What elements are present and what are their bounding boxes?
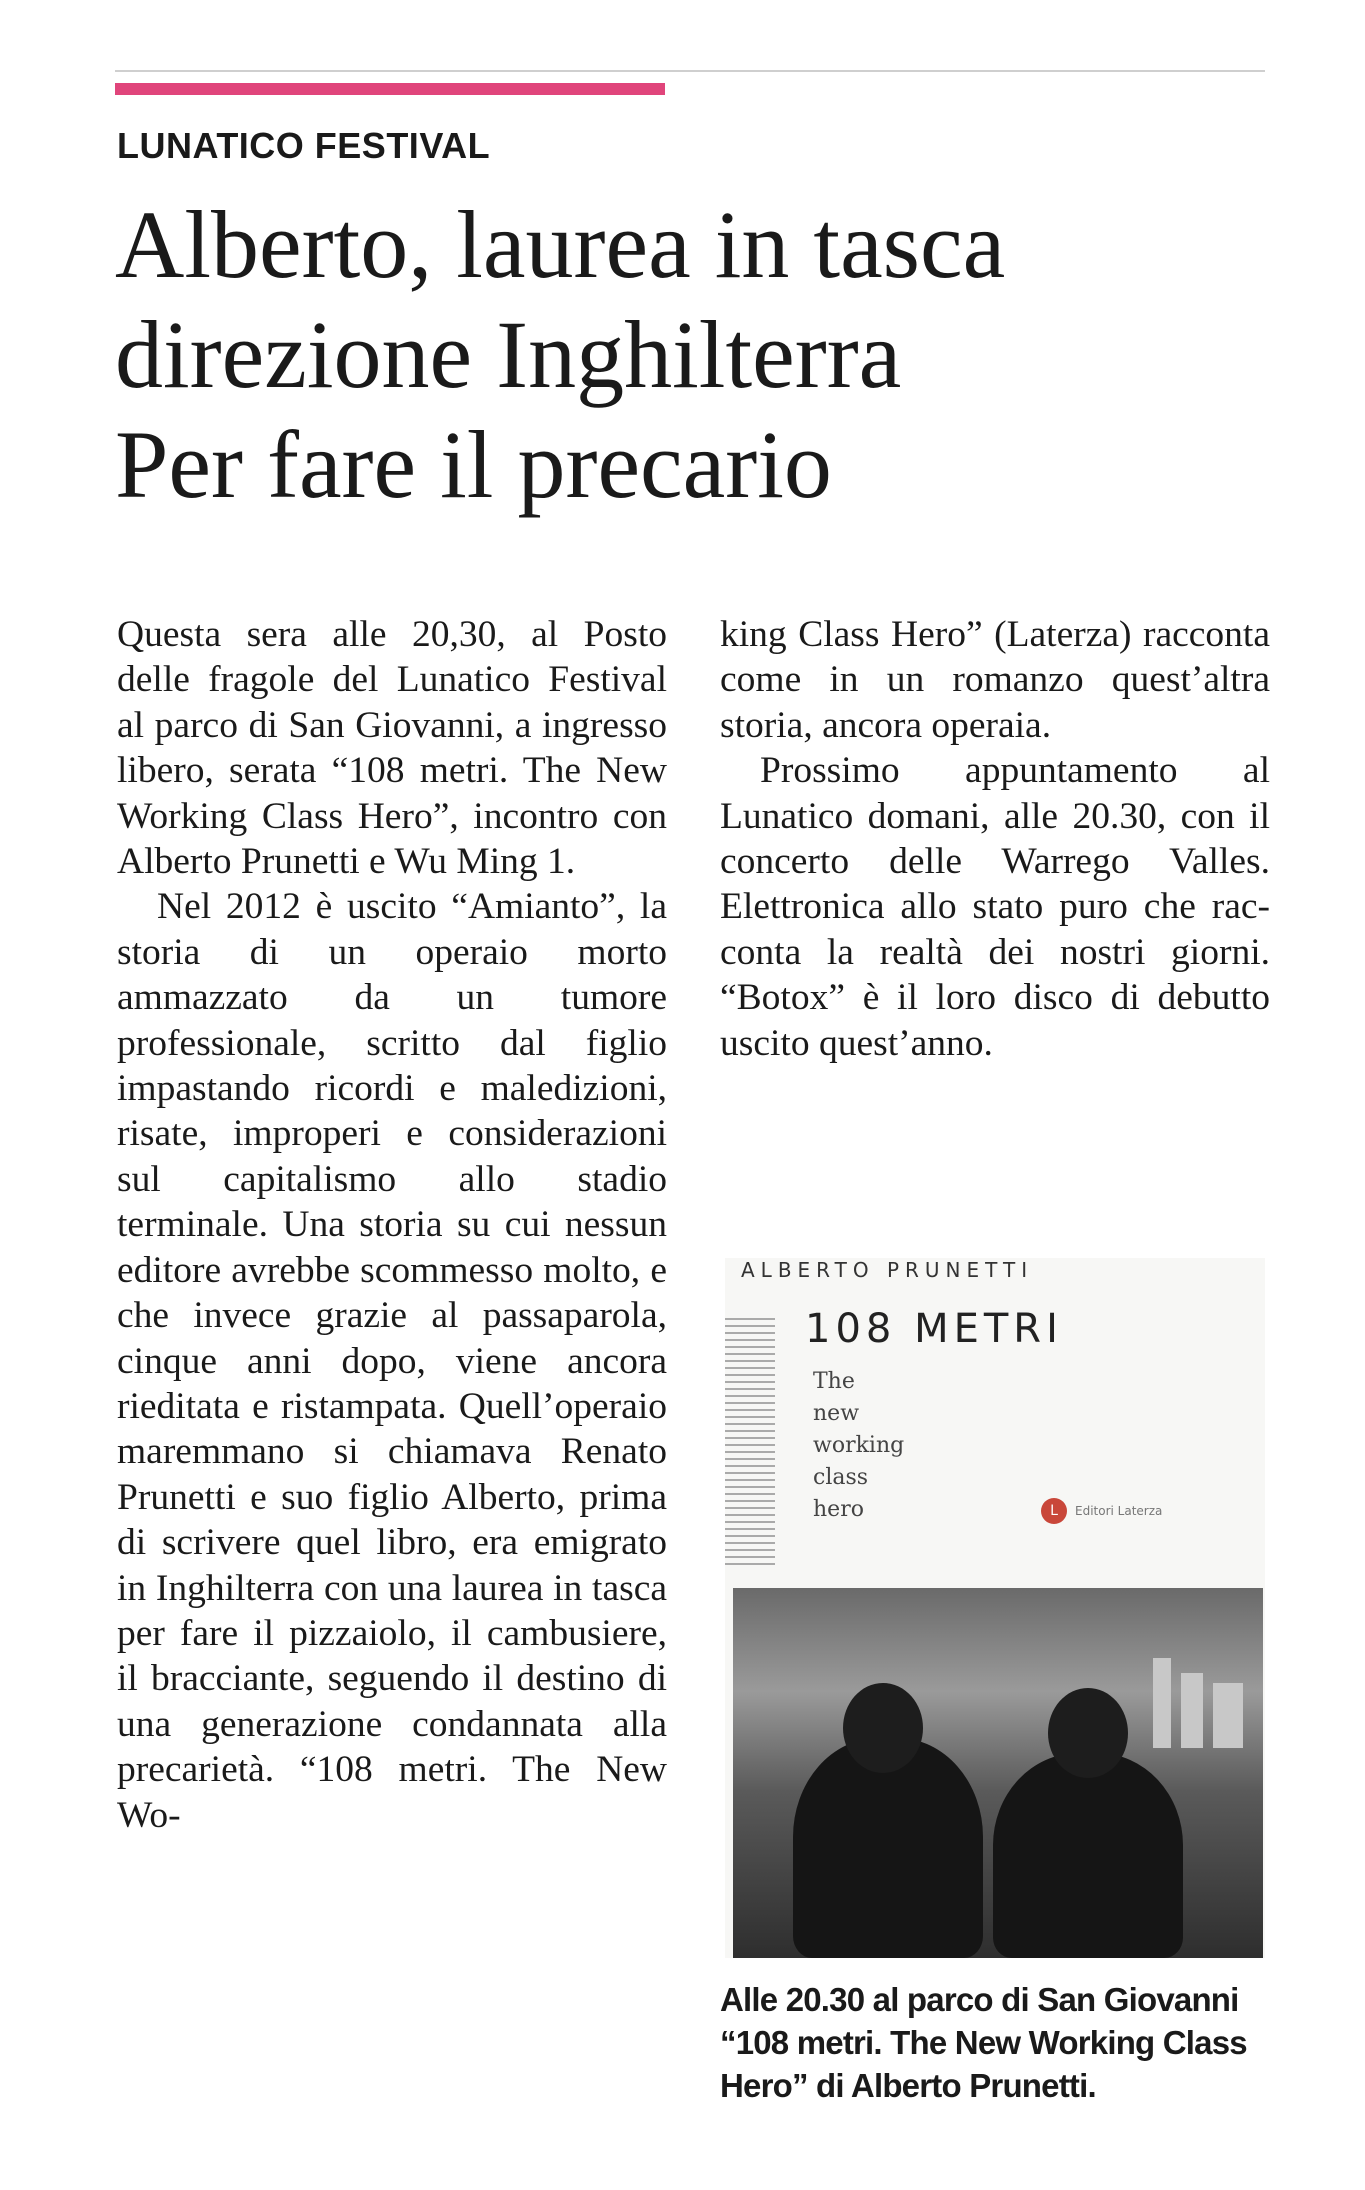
person-head — [843, 1683, 923, 1773]
book-subtitle — [813, 1366, 1013, 1526]
article-headline — [115, 190, 1265, 520]
headline-line-3: Per fare il precario — [115, 411, 832, 518]
factory-silhouette — [1213, 1683, 1243, 1748]
body-paragraph: Prossimo appuntamento al Lunatico domani, alle 20.30, con il concerto delle Warrego Valles. Elettronica allo stato puro che racconta la realtà dei nostri giorni. “Botox” è il loro disco di debutto uscito quest’anno. — [720, 750, 1270, 1064]
headline-line-2: direzione Inghilterra — [115, 301, 902, 408]
publisher-mark-icon: L — [1041, 1498, 1067, 1524]
body-paragraph: Nel 2012 è uscito “Amianto”, la storia di un operaio morto ammazzato da un tumore professionale, scritto dal figlio impastando ricordi e maledizioni, risate, improperi e considerazioni sul capitalismo allo stadio terminale. Una storia su cui nessun editore avrebbe scommesso molto, e che invece grazie al passaparola, cinque anni dopo, viene ancora rieditata e ristampata. Quell’operaio maremmano si chiamava Renato Prunetti e suo figlio Alberto, prima di scrivere quel libro, era emigrato in Inghilterra con una laurea in tasca per fare il pizzaiolo, il cambusiere, il bracciante, seguendo il destino di una generazione condannata alla precarietà. “108 metri. The New Wo- — [117, 886, 667, 1836]
book-author: ALBERTO PRUNETTI — [741, 1258, 1034, 1282]
book-subtitle-line: The — [813, 1369, 855, 1394]
publisher-logo — [1041, 1498, 1162, 1524]
body-paragraph: Questa sera alle 20,30, al Posto delle fragole del Lunatico Festival al parco di San Giovanni, a ingresso libero, serata “108 metri. The New Working Class Hero”, incontro con Alberto Prunetti e Wu Ming 1. — [117, 614, 667, 883]
book-subtitle-line: hero — [813, 1497, 864, 1522]
section-kicker: LUNATICO FESTIVAL — [117, 125, 491, 166]
top-rule — [115, 70, 1265, 72]
headline-line-1: Alberto, laurea in tasca — [115, 191, 1006, 298]
photo-caption: Alle 20.30 al parco di San Giovanni “108 metri. The New Working Class Hero” di Alberto Prunetti. — [720, 1981, 1247, 2104]
factory-silhouette — [1181, 1673, 1203, 1748]
person-head — [1048, 1688, 1128, 1778]
book-subtitle-line: working — [813, 1433, 905, 1458]
article-column-left — [117, 612, 667, 1838]
person-figure — [993, 1753, 1183, 1958]
article-column-right — [720, 612, 1270, 1066]
cover-photo — [733, 1588, 1263, 1958]
book-spine-lines — [725, 1318, 775, 1568]
book-subtitle-line: class — [813, 1465, 869, 1490]
book-subtitle-line: new — [813, 1401, 860, 1426]
book-cover-image — [725, 1258, 1265, 1958]
body-paragraph: king Class Hero” (Laterza) racconta come in un romanzo quest’altra storia, ancora operaia. — [720, 614, 1270, 746]
publisher-name: Editori Laterza — [1075, 1504, 1163, 1518]
section-accent-bar — [115, 83, 665, 95]
factory-silhouette — [1153, 1658, 1171, 1748]
book-title: 108 METRI — [805, 1306, 1063, 1352]
